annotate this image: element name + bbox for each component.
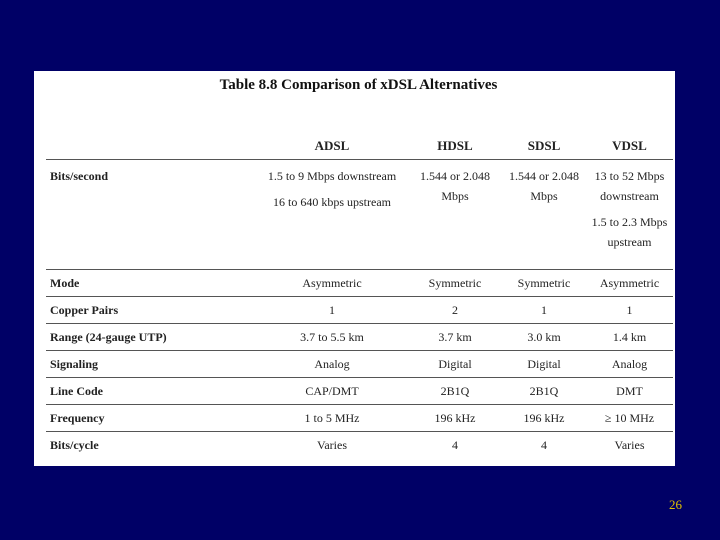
- table-title: Table 8.8 Comparison of xDSL Alternatives: [219, 77, 498, 93]
- vdsl-downstream: 13 to 52 Mbps downstream: [594, 169, 665, 203]
- table-row: [46, 160, 673, 270]
- table-cell: 2B1Q: [408, 378, 502, 405]
- table-row: [46, 270, 673, 297]
- table-cell: 196 kHz: [502, 405, 586, 432]
- table-row: [46, 351, 673, 378]
- table-cell: 3.7 km: [408, 324, 502, 351]
- table-cell: 4: [502, 432, 586, 459]
- table-cell: ≥ 10 MHz: [586, 405, 673, 432]
- adsl-downstream: 1.5 to 9 Mbps downstream: [267, 169, 397, 183]
- table-cell: 2: [408, 297, 502, 324]
- row-label: Mode: [46, 270, 256, 297]
- page-number: 26: [669, 497, 682, 512]
- table-row: [46, 405, 673, 432]
- cell-adsl: [256, 160, 408, 270]
- table-cell: 1: [502, 297, 586, 324]
- table-row: [46, 378, 673, 405]
- row-label: Bits/second: [50, 169, 109, 183]
- cell-sdsl: 1.544 or 2.048 Mbps: [509, 169, 579, 203]
- row-label: Frequency: [46, 405, 256, 432]
- table-cell: 196 kHz: [408, 405, 502, 432]
- table-cell: 2B1Q: [502, 378, 586, 405]
- header-hdsl: HDSL: [408, 133, 502, 160]
- table-cell: 1: [256, 297, 408, 324]
- table-row: [46, 297, 673, 324]
- adsl-upstream: 16 to 640 kbps upstream: [273, 195, 391, 209]
- row-label: Copper Pairs: [46, 297, 256, 324]
- header-vdsl: VDSL: [586, 133, 673, 160]
- cell-vdsl: [586, 160, 673, 270]
- table-cell: CAP/DMT: [256, 378, 408, 405]
- header-row: [46, 133, 673, 160]
- header-adsl: ADSL: [256, 133, 408, 160]
- table-row: [46, 432, 673, 459]
- table-cell: Varies: [256, 432, 408, 459]
- table-cell: Varies: [586, 432, 673, 459]
- table-panel: [34, 71, 675, 466]
- row-label: Range (24-gauge UTP): [46, 324, 256, 351]
- table-cell: 1: [586, 297, 673, 324]
- table-cell: Digital: [502, 351, 586, 378]
- table-cell: 3.7 to 5.5 km: [256, 324, 408, 351]
- comparison-table: [46, 133, 673, 459]
- row-label: Signaling: [46, 351, 256, 378]
- row-label: Line Code: [46, 378, 256, 405]
- table-cell: Analog: [256, 351, 408, 378]
- table-cell: Asymmetric: [586, 270, 673, 297]
- table-cell: 1.4 km: [586, 324, 673, 351]
- table-cell: 1 to 5 MHz: [256, 405, 408, 432]
- table-cell: 4: [408, 432, 502, 459]
- table-cell: Analog: [586, 351, 673, 378]
- header-sdsl: SDSL: [502, 133, 586, 160]
- vdsl-upstream: 1.5 to 2.3 Mbps upstream: [591, 215, 668, 249]
- table-cell: 3.0 km: [502, 324, 586, 351]
- row-label: Bits/cycle: [46, 432, 256, 459]
- table-cell: Symmetric: [408, 270, 502, 297]
- table-cell: Asymmetric: [256, 270, 408, 297]
- table-cell: Digital: [408, 351, 502, 378]
- table-row: [46, 324, 673, 351]
- header-blank: [46, 133, 256, 160]
- table-cell: Symmetric: [502, 270, 586, 297]
- table-cell: DMT: [586, 378, 673, 405]
- cell-hdsl: 1.544 or 2.048 Mbps: [420, 169, 490, 203]
